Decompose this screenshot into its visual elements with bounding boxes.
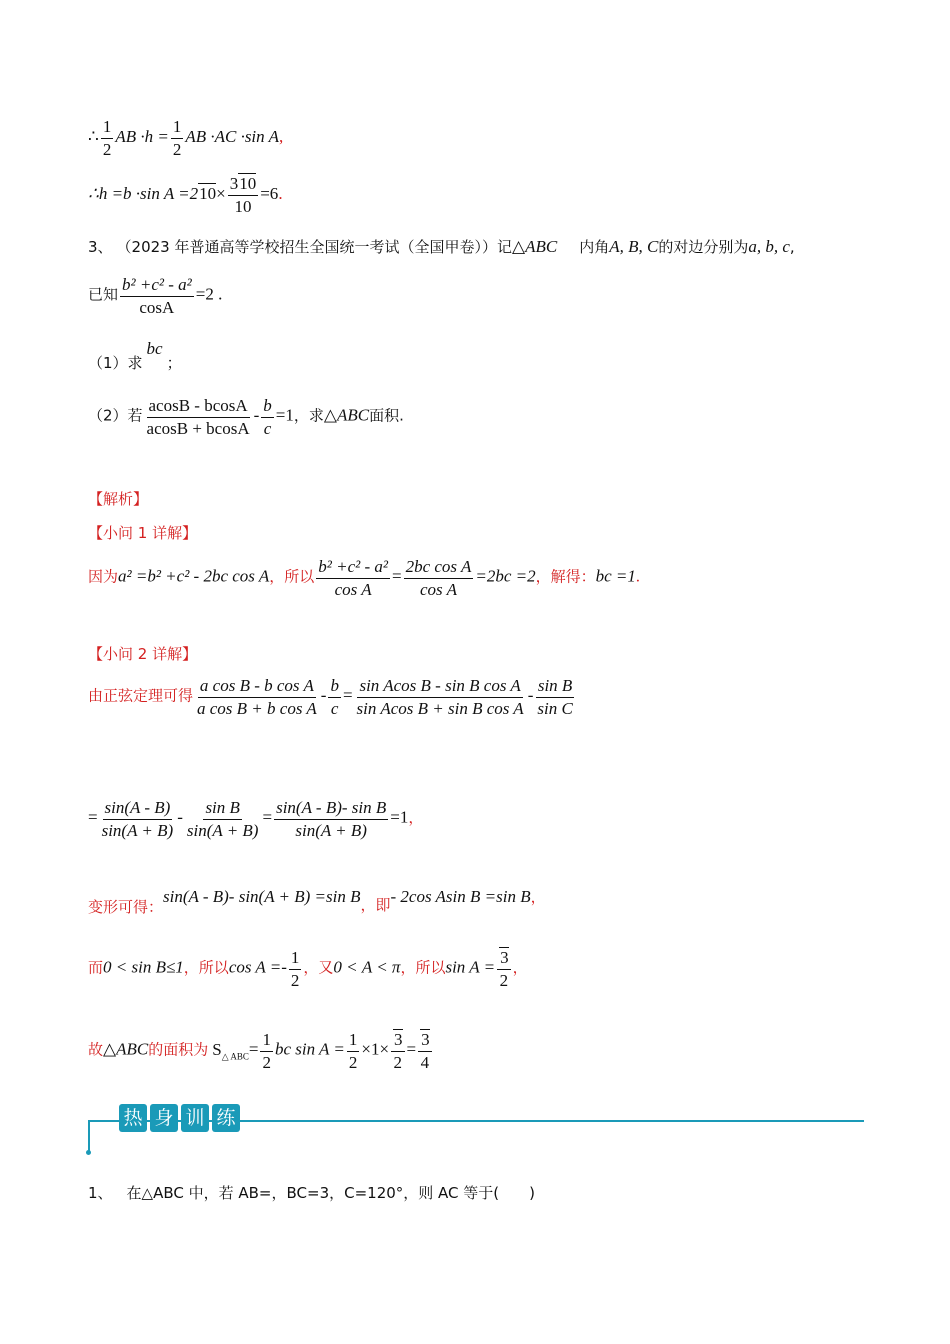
text: 变形可得： (88, 898, 164, 916)
fraction-den: 2 (348, 1052, 358, 1072)
question-number: 3、 (88, 238, 113, 256)
fraction-den: 2 (499, 970, 509, 990)
fraction-num: sin(A - B)- sin B (274, 798, 388, 820)
question-3-known (88, 275, 222, 317)
text: ，即 (360, 896, 391, 914)
eq-area-relation (88, 117, 283, 159)
text: 故 (88, 1040, 104, 1059)
fraction-den: 4 (420, 1052, 430, 1072)
triangle-label: △ABC (323, 405, 370, 425)
area-subscript: △ ABC (221, 1051, 249, 1062)
expr: 0 < A < π (333, 957, 401, 977)
sub2-line4 (88, 948, 528, 990)
fraction-num: a cos B - b cos A (198, 676, 316, 698)
sqrt-3: 3 (500, 948, 509, 967)
section-char: 训 (181, 1104, 209, 1132)
fraction-den: c (330, 698, 339, 718)
triangle-label: △ABC (103, 1039, 149, 1059)
rhs: =2bc =2 (475, 566, 536, 586)
sub2-line5 (88, 1030, 434, 1072)
text: 而 (88, 958, 104, 977)
expr: sin(A - B)- sin(A + B) =sin B (163, 887, 361, 906)
expr: bc (146, 339, 163, 358)
expr: 0 < sin B≤1 (103, 957, 184, 977)
triangle-label: △ABC (512, 237, 558, 256)
punct: , (279, 126, 284, 146)
fraction-den: 2 (290, 970, 300, 990)
question-1 (88, 1182, 535, 1203)
rhs: =2 . (195, 284, 223, 304)
equals: = (406, 1039, 417, 1059)
punct: ， (530, 888, 546, 906)
sub2-line2: = $\frac{\sin(A - B)}{\sin(A + B)}$ - $\frac{\text{sin B}}{\sin(A + B)}$ = $\frac{\text{sin(A - B)- sin B}}{\sin(A + B)}$ =1， (88, 798, 424, 840)
sqrt-3: 3 (421, 1030, 430, 1049)
minus: - (253, 405, 260, 425)
sub1-heading: 【小问 1 详解】 (88, 524, 198, 542)
sqrt-3: 3 (394, 1030, 403, 1049)
solution-heading: 【解析】 (88, 490, 149, 508)
fraction-num: b² +c² - a² (316, 557, 390, 579)
sqrt-10: 10 (239, 174, 257, 193)
question-source: （2023 年普通高等学校招生全国统一考试（全国甲卷））记 (116, 238, 512, 256)
text: ，求 (293, 406, 324, 425)
punct: ； (166, 354, 182, 372)
question-3-line1 (88, 236, 795, 257)
text: 已知 (88, 285, 119, 304)
fraction-den: sin C (537, 698, 573, 718)
punct: ， (512, 958, 528, 977)
rhs: =1 (275, 405, 294, 425)
fraction-num: acosB - bcosA (147, 396, 250, 418)
punct: ， (408, 808, 424, 827)
fraction-den: 2 (262, 1052, 271, 1072)
sqrt-10: 10 (199, 183, 217, 203)
question-text: 在△ABC 中，若 AB=，BC=3，C=120°，则 AC 等于( ) (126, 1184, 535, 1202)
part-label: （2）若 (88, 406, 143, 425)
text: 的对边分别为 (658, 238, 749, 256)
fraction-den: cos A (334, 579, 372, 599)
text: ，所以 (400, 958, 446, 977)
text: 内角 (579, 238, 610, 256)
eq-height (88, 174, 283, 216)
section-title-warmup (119, 1104, 240, 1132)
expr: sin A = (445, 957, 496, 977)
coef: 3 (229, 174, 239, 193)
text: 因为 (88, 567, 119, 586)
result: =6 (260, 183, 279, 203)
fraction-den: a cos B + b cos A (197, 698, 317, 718)
fraction-num: sin(A - B) (103, 798, 173, 820)
therefore-symbol: ∴ (88, 126, 99, 146)
fraction-num: 2bc cos A (404, 557, 474, 579)
fraction-den: sin(A + B) (295, 820, 367, 840)
equals: = (248, 1039, 259, 1059)
expr: a² =b² +c² - 2bc cos A (118, 566, 270, 586)
section-char: 身 (150, 1104, 178, 1132)
question-3-part1 (88, 338, 182, 372)
punct: , (789, 238, 795, 256)
punct: . (278, 183, 283, 203)
text: ，所以 (269, 567, 315, 586)
fraction-num: b (261, 396, 274, 418)
section-char: 练 (212, 1104, 240, 1132)
text: 面积. (369, 406, 404, 425)
expr: bc sin A = (274, 1039, 345, 1059)
fraction-den: 10 (234, 196, 252, 216)
question-3-part2 (88, 396, 404, 438)
expr: cos A =- (228, 957, 287, 977)
fraction-num: 1 (347, 1030, 360, 1052)
fraction-num: sin B (536, 676, 574, 698)
fraction-den: 2 (172, 139, 182, 159)
fraction-num: 1 (260, 1030, 273, 1052)
fraction-num: b² +c² - a² (120, 275, 194, 297)
sides: a, b, c (748, 237, 790, 256)
text: 由正弦定理可得 (88, 686, 194, 705)
fraction-num: 1 (289, 948, 302, 970)
text: ，又 (303, 958, 334, 977)
section-char: 热 (119, 1104, 147, 1132)
fraction-den: sin Acos B + sin B cos A (356, 698, 524, 718)
question-number: 1、 (88, 1184, 113, 1202)
text: ，解得： (535, 567, 596, 586)
fraction-den: sin(A + B) (186, 820, 259, 840)
sub2-line3 (88, 886, 546, 916)
fraction-den: c (263, 418, 272, 438)
expr: AB ·h = (115, 126, 169, 146)
times: × (216, 183, 226, 203)
fraction-num: 1 (171, 117, 184, 139)
fraction-den: cosA (139, 297, 175, 317)
fraction-den: cos A (419, 579, 457, 599)
expr: AB ·AC ·sin A (185, 126, 279, 146)
sub1-line: 因为a² =b² +c² - 2bc cos A，所以 $\frac{\text{b² +c² - a²}}{\text{cos A}}$ = $\frac{\text{2bc cos A}}{\text{cos A}}$ =2bc =2，解得：bc =1. (88, 557, 640, 599)
fraction-den: 2 (102, 139, 112, 159)
fraction-num: sin B (203, 798, 241, 820)
answer: bc =1 (595, 566, 636, 586)
fraction-den: 2 (393, 1052, 403, 1072)
fraction-num: b (328, 676, 341, 698)
sub2-heading: 【小问 2 详解】 (88, 645, 198, 663)
punct: . (635, 568, 640, 586)
sub2-sine-rule: 由正弦定理可得 $\frac{\text{a cos B - b cos A}}{\text{a cos B + b cos A}}$ - $\frac{b}{c}$ = $\frac{\text{sin Acos B - sin B cos A}}{\text{sin Acos B + sin B cos A}}$ - $\frac{\text{sin B}}{\text{sin C}}$ (88, 676, 573, 718)
text: ，所以 (183, 958, 229, 977)
angles: A, B, C (609, 237, 659, 256)
section-rule-vertical (88, 1120, 90, 1152)
fraction-num: sin Acos B - sin B cos A (357, 676, 522, 698)
area-symbol: S (212, 1039, 222, 1059)
part-label: （1）求 (88, 354, 143, 372)
fraction-den: sin(A + B) (101, 820, 174, 840)
text: 的面积为 (148, 1040, 209, 1059)
section-dot (86, 1150, 91, 1155)
expr: ∴h =b ·sin A =2 (88, 183, 199, 203)
fraction-den: acosB + bcosA (146, 418, 250, 438)
fraction-num: 1 (101, 117, 114, 139)
rhs: =1 (390, 807, 409, 827)
expr: ×1× (361, 1039, 390, 1059)
expr: - 2cos Asin B =sin B (390, 887, 531, 906)
